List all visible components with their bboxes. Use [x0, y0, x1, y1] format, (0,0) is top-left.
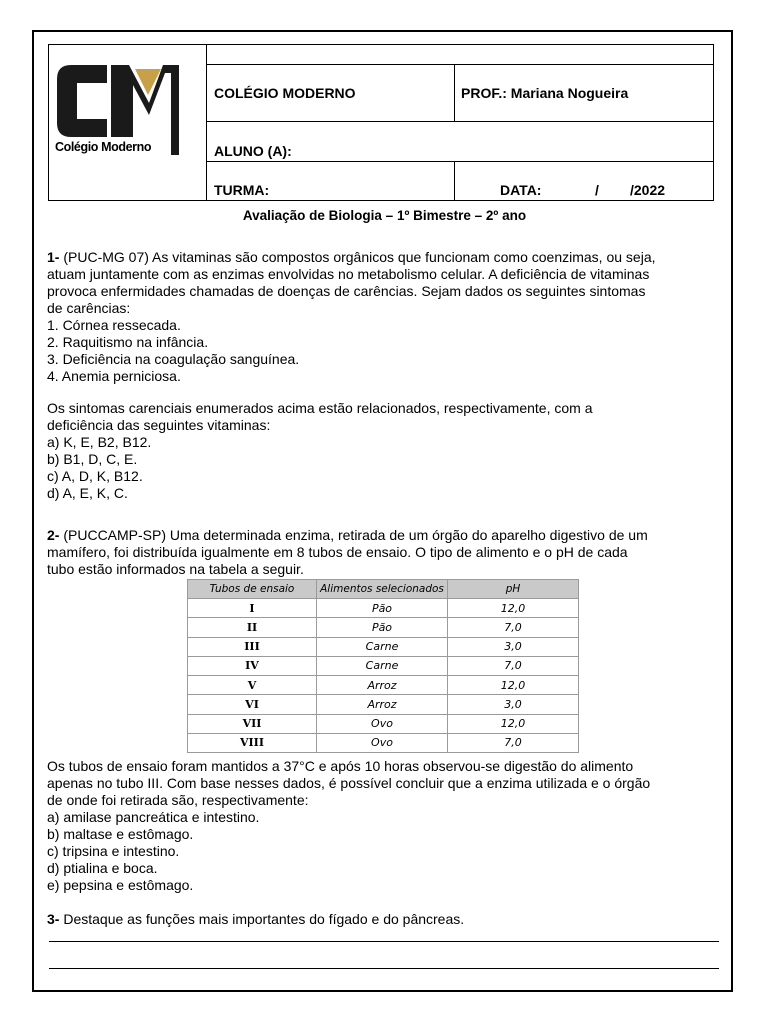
enzyme-table — [187, 579, 579, 753]
header-divider — [454, 64, 455, 121]
question-text: Os sintomas carenciais enumerados acima estão relacionados, respectivamente, com a — [47, 400, 593, 416]
question-number: 1- — [47, 249, 60, 265]
answer-option[interactable]: b) B1, D, C, E. — [47, 451, 138, 467]
header-divider — [207, 121, 713, 122]
exam-title: Avaliação de Biologia – 1º Bimestre – 2º ano — [242, 208, 527, 223]
food-cell: Carne — [317, 637, 448, 656]
answer-option[interactable]: a) amilase pancreática e intestino. — [47, 809, 260, 825]
question-number: 3- — [47, 911, 60, 927]
exam-sheet — [32, 30, 733, 992]
question-1-prompt — [47, 400, 723, 502]
header-divider — [207, 161, 713, 162]
ph-cell: 12,0 — [448, 599, 579, 618]
table-row — [188, 618, 579, 637]
symptom-item: 2. Raquitismo na infância. — [47, 334, 209, 350]
tube-cell: VII — [188, 714, 317, 733]
question-text: provoca enfermidades chamadas de doenças de carências. Sejam dados os seguintes sintomas — [47, 283, 646, 299]
question-2-prompt — [47, 758, 723, 894]
question-text: (PUC-MG 07) As vitaminas são compostos orgânicos que funcionam como coenzimas, ou seja, — [63, 249, 656, 265]
exam-header — [48, 44, 714, 201]
answer-line[interactable] — [49, 968, 719, 969]
date-field-label[interactable]: DATA: — [500, 182, 542, 198]
column-header: pH — [448, 580, 579, 599]
tube-cell: I — [188, 599, 317, 618]
date-slash: / — [595, 182, 599, 198]
answer-line[interactable] — [49, 941, 719, 942]
column-header: Alimentos selecionados — [317, 580, 448, 599]
answer-option[interactable]: b) maltase e estômago. — [47, 826, 194, 842]
table-row — [188, 733, 579, 752]
question-text: atuam juntamente com as enzimas envolvidas no metabolismo celular. A deficiência de vitaminas — [47, 266, 650, 282]
teacher-name: PROF.: Mariana Nogueira — [461, 85, 629, 101]
table-row — [188, 695, 579, 714]
ph-cell: 7,0 — [448, 733, 579, 752]
tube-cell: VIII — [188, 733, 317, 752]
answer-option[interactable]: d) ptialina e boca. — [47, 860, 158, 876]
food-cell: Arroz — [317, 676, 448, 695]
question-text: deficiência das seguintes vitaminas: — [47, 417, 271, 433]
food-cell: Pão — [317, 599, 448, 618]
food-cell: Ovo — [317, 714, 448, 733]
food-cell: Carne — [317, 656, 448, 675]
symptom-item: 3. Deficiência na coagulação sanguínea. — [47, 351, 300, 367]
food-cell: Ovo — [317, 733, 448, 752]
question-text: de carências: — [47, 300, 131, 316]
food-cell: Arroz — [317, 695, 448, 714]
header-divider — [454, 161, 455, 201]
table-row — [188, 676, 579, 695]
question-3 — [47, 911, 723, 928]
question-text: (PUCCAMP-SP) Uma determinada enzima, retirada de um órgão do aparelho digestivo de um — [63, 527, 648, 543]
ph-cell: 12,0 — [448, 676, 579, 695]
ph-cell: 7,0 — [448, 656, 579, 675]
table-row — [188, 656, 579, 675]
ph-cell: 7,0 — [448, 618, 579, 637]
question-2 — [47, 527, 723, 578]
table-row — [188, 599, 579, 618]
table-row — [188, 714, 579, 733]
question-text: mamífero, foi distribuída igualmente em 8 tubos de ensaio. O tipo de alimento e o pH de cada — [47, 544, 628, 560]
answer-option[interactable]: d) A, E, K, C. — [47, 485, 128, 501]
question-text: de onde foi retirada são, respectivamente: — [47, 792, 309, 808]
symptom-item: 4. Anemia perniciosa. — [47, 368, 181, 384]
question-text: tubo estão informados na tabela a seguir. — [47, 561, 304, 577]
header-divider — [207, 64, 713, 65]
date-year: /2022 — [630, 182, 666, 198]
ph-cell: 12,0 — [448, 714, 579, 733]
school-name: COLÉGIO MODERNO — [214, 85, 356, 101]
logo-wordmark: Colégio Moderno — [55, 140, 152, 154]
tube-cell: III — [188, 637, 317, 656]
question-text: Os tubos de ensaio foram mantidos a 37°C e após 10 horas observou-se digestão do alimento — [47, 758, 634, 774]
ph-cell: 3,0 — [448, 695, 579, 714]
school-logo — [49, 45, 207, 200]
tube-cell: II — [188, 618, 317, 637]
table-header-row — [188, 580, 579, 599]
table-row — [188, 637, 579, 656]
question-1 — [47, 249, 723, 385]
question-text: apenas no tubo III. Com base nesses dados, é possível concluir que a enzima utilizada e o órgão — [47, 775, 651, 791]
question-text: Destaque as funções mais importantes do fígado e do pâncreas. — [63, 911, 465, 927]
answer-option[interactable]: e) pepsina e estômago. — [47, 877, 194, 893]
student-field-label[interactable]: ALUNO (A): — [214, 143, 292, 159]
ph-cell: 3,0 — [448, 637, 579, 656]
symptom-item: 1. Córnea ressecada. — [47, 317, 181, 333]
food-cell: Pão — [317, 618, 448, 637]
answer-option[interactable]: c) A, D, K, B12. — [47, 468, 143, 484]
tube-cell: V — [188, 676, 317, 695]
answer-option[interactable]: a) K, E, B2, B12. — [47, 434, 152, 450]
column-header: Tubos de ensaio — [188, 580, 317, 599]
class-field-label[interactable]: TURMA: — [214, 182, 270, 198]
tube-cell: IV — [188, 656, 317, 675]
question-number: 2- — [47, 527, 60, 543]
logo-cell — [49, 45, 207, 200]
tube-cell: VI — [188, 695, 317, 714]
answer-option[interactable]: c) tripsina e intestino. — [47, 843, 180, 859]
